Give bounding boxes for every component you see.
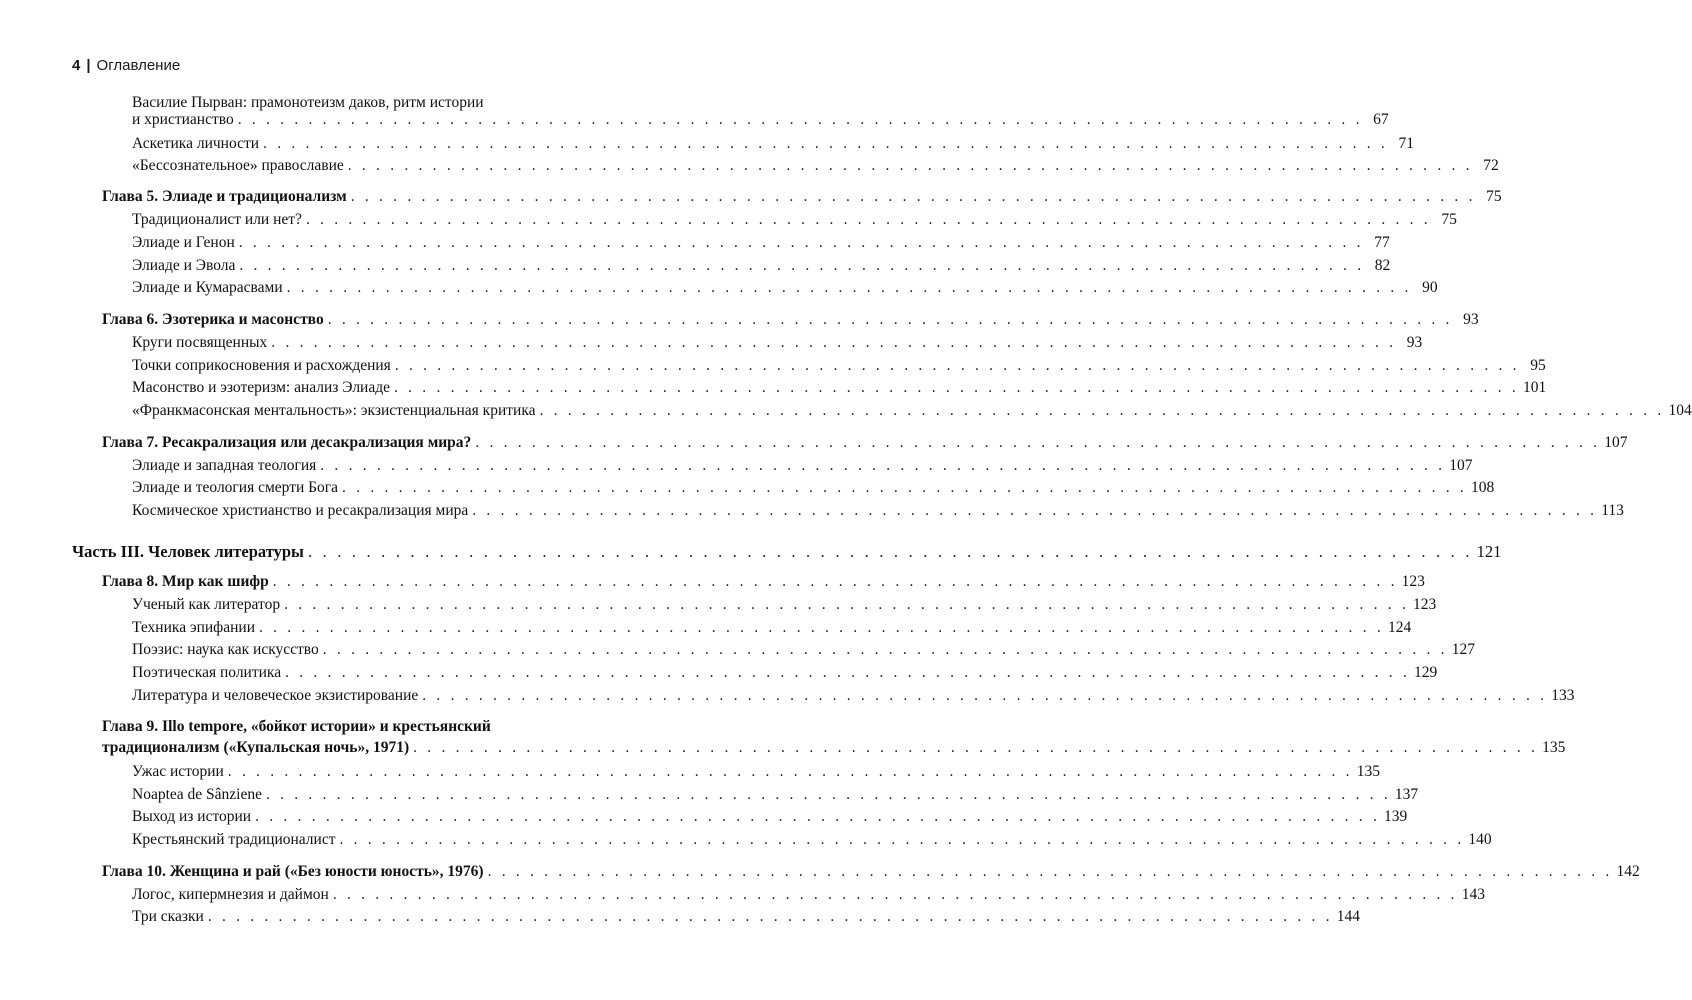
toc-leader: . . . . . . . . . . . . . . . . . . . . . . . . . . . . . . . . . . . . . . . . . . . . . . . . . . . . . . . . . . . . . . . . . . . . . . . . . . . . . . . . xyxy=(347,157,1473,174)
toc-entry-page: 143 xyxy=(1461,886,1485,903)
toc-leader: . . . . . . . . . . . . . . . . . . . . . . . . . . . . . . . . . . . . . . . . . . . . . . . . . . . . . . . . . . . . . . . . . . . . . . . . . . . . . . . . xyxy=(285,664,1411,681)
toc-entry[interactable] xyxy=(132,785,1419,805)
toc-chapter-title: Глава 5. Элиаде и традиционализм xyxy=(102,188,347,205)
toc-leader: . . . . . . . . . . . . . . . . . . . . . . . . . . . . . . . . . . . . . . . . . . . . . . . . . . . . . . . . . . . . . . . . . . . . . . . . . . . . . . . . xyxy=(539,402,1665,419)
toc-entry-page: 107 xyxy=(1449,457,1473,474)
toc-leader: . . . . . . . . . . . . . . . . . . . . . . . . . . . . . . . . . . . . . . . . . . . . . . . . . . . . . . . . . . . . . . . . . . . . . . . . . . . . . . . . xyxy=(271,334,1397,351)
toc-chapter-page: 135 xyxy=(1542,739,1566,756)
toc-entry-title: Элиаде и западная теология xyxy=(132,457,317,474)
toc-entry[interactable] xyxy=(132,156,1499,176)
toc-entry[interactable] xyxy=(132,378,1547,398)
toc-chapter-title: Глава 6. Эзотерика и масонство xyxy=(102,311,324,328)
toc-entry-title: Элиаде и Кумарасвами xyxy=(132,279,283,296)
toc-leader: . . . . . . . . . . . . . . . . . . . . . . . . . . . . . . . . . . . . . . . . . . . . . . . . . . . . . . . . . . . . . . . . . . . . . . . . . . . . . . . . xyxy=(284,596,1410,613)
toc-entry-title: «Франкмасонская ментальность»: экзистенциальная критика xyxy=(132,402,536,419)
toc-chapter[interactable] xyxy=(102,862,1640,882)
toc-entry[interactable] xyxy=(132,686,1575,706)
toc-entry[interactable] xyxy=(132,907,1360,927)
toc-entry-title: Точки соприкосновения и расхождения xyxy=(132,357,391,374)
toc-entry-title: Литература и человеческое экзистирование xyxy=(132,687,419,704)
toc-part[interactable] xyxy=(72,542,1502,562)
toc-chapter[interactable] xyxy=(102,187,1502,207)
toc-entry-title: Элиаде и Эвола xyxy=(132,257,236,274)
toc-entry[interactable] xyxy=(132,762,1380,782)
toc-chapter-line: Глава 9. Illo tempore, «бойкот истории» и крестьянский xyxy=(102,718,491,735)
toc-entry-page: 124 xyxy=(1387,619,1412,636)
toc-entry[interactable] xyxy=(132,256,1391,276)
toc-entry-title: Традиционалист или нет? xyxy=(132,211,302,228)
toc-entry[interactable] xyxy=(132,278,1438,298)
toc-leader: . . . . . . . . . . . . . . . . . . . . . . . . . . . . . . . . . . . . . . . . . . . . . . . . . . . . . . . . . . . . . . . . . . . . . . . . . . . . . . . . xyxy=(332,886,1458,903)
toc-entry[interactable] xyxy=(132,134,1414,154)
toc-entry-title: Космическое христианство и ресакрализация мира xyxy=(132,502,469,519)
toc-leader: . . . . . . . . . . . . . . . . . . . . . . . . . . . . . . . . . . . . . . . . . . . . . . . . . . . . . . . . . . . . . . . . . . . . . . . . . . . . . . . . xyxy=(327,311,1453,328)
toc-entry-page: 133 xyxy=(1551,687,1575,704)
toc-entry[interactable] xyxy=(132,830,1492,850)
toc-entry[interactable] xyxy=(132,333,1423,353)
toc-entry-title: Элиаде и теология смерти Бога xyxy=(132,479,339,496)
toc-entry-page: 101 xyxy=(1522,379,1547,396)
toc-entry-line: Василие Пырван: прамонотеизм даков, ритм истории xyxy=(132,94,484,111)
toc-leader: . . . . . . . . . . . . . . . . . . . . . . . . . . . . . . . . . . . . . . . . . . . . . . . . . . . . . . . . . . . . . . . . . . . . . . . . . . . . . . . . xyxy=(320,457,1446,474)
toc-leader: . . . . . . . . . . . . . . . . . . . . . . . . . . . . . . . . . . . . . . . . . . . . . . . . . . . . . . . . . . . . . . . . . . . . . . . . . . . . . . . . xyxy=(487,863,1613,880)
toc-chapter[interactable] xyxy=(102,433,1628,453)
toc-entry-title: Поэтическая политика xyxy=(132,664,282,681)
toc-entry[interactable] xyxy=(132,640,1475,660)
toc-entry[interactable] xyxy=(132,885,1485,905)
toc-entry[interactable] xyxy=(132,110,1389,130)
toc-entry-title: Круги посвященных xyxy=(132,334,268,351)
toc-chapter-page: 93 xyxy=(1463,311,1479,328)
toc-chapter-title: традиционализм («Купальская ночь», 1971) xyxy=(102,739,410,756)
toc-chapter[interactable] xyxy=(102,572,1425,592)
toc-entry[interactable] xyxy=(132,618,1412,638)
toc-chapter-page: 123 xyxy=(1401,573,1425,590)
toc-entry-page: 137 xyxy=(1394,786,1419,803)
toc-entry-title: и христианство xyxy=(132,111,234,128)
header-title: Оглавление xyxy=(96,57,181,74)
toc-entry-title: Поэзис: наука как искусство xyxy=(132,641,319,658)
toc-leader: . . . . . . . . . . . . . . . . . . . . . . . . . . . . . . . . . . . . . . . . . . . . . . . . . . . . . . . . . . . . . . . . . . . . . . . . . . . . . . . . xyxy=(237,111,1363,128)
toc-leader: . . . . . . . . . . . . . . . . . . . . . . . . . . . . . . . . . . . . . . . . . . . . . . . . . . . . . . . . . . . . . . . . . . . . . . . . . . . . . . . . xyxy=(322,641,1448,658)
toc-entry-title: Выход из истории xyxy=(132,808,252,825)
toc-entry-page: 71 xyxy=(1398,135,1414,152)
toc-entry[interactable] xyxy=(132,456,1473,476)
toc-chapter-page: 75 xyxy=(1486,188,1502,205)
toc-leader: . . . . . . . . . . . . . . . . . . . . . . . . . . . . . . . . . . . . . . . . . . . . . . . . . . . . . . . . . . . . . . . . . . . . . . . . . . . . . . . . xyxy=(307,542,1473,561)
toc-leader: . . . . . . . . . . . . . . . . . . . . . . . . . . . . . . . . . . . . . . . . . . . . . . . . . . . . . . . . . . . . . . . . . . . . . . . . . . . . . . . . xyxy=(239,257,1365,274)
toc-leader: . . . . . . . . . . . . . . . . . . . . . . . . . . . . . . . . . . . . . . . . . . . . . . . . . . . . . . . . . . . . . . . . . . . . . . . . . . . . . . . . xyxy=(227,763,1353,780)
toc-entry-title: Аскетика личности xyxy=(132,135,260,152)
toc-entry-title: Ученый как литератор xyxy=(132,596,281,613)
toc-entry-page: 123 xyxy=(1413,596,1437,613)
toc-entry[interactable] xyxy=(132,663,1438,683)
toc-leader: . . . . . . . . . . . . . . . . . . . . . . . . . . . . . . . . . . . . . . . . . . . . . . . . . . . . . . . . . . . . . . . . . . . . . . . . . . . . . . . . xyxy=(394,379,1519,396)
toc-entry-page: 108 xyxy=(1470,479,1495,496)
toc-entry-title: Noaptea de Sânziene xyxy=(132,786,262,803)
toc-entry-page: 127 xyxy=(1451,641,1475,658)
toc-entry-page: 139 xyxy=(1384,808,1408,825)
toc-leader: . . . . . . . . . . . . . . . . . . . . . . . . . . . . . . . . . . . . . . . . . . . . . . . . . . . . . . . . . . . . . . . . . . . . . . . . . . . . . . . . xyxy=(422,687,1548,704)
toc-entry[interactable] xyxy=(132,807,1408,827)
toc-entry-page: 144 xyxy=(1336,908,1360,925)
toc-entry-title: Логос, кипермнезия и даймон xyxy=(132,886,329,903)
toc-chapter[interactable] xyxy=(102,738,1566,758)
toc-entry-page: 140 xyxy=(1468,831,1492,848)
toc-entry-page: 93 xyxy=(1406,334,1423,351)
toc-leader: . . . . . . . . . . . . . . . . . . . . . . . . . . . . . . . . . . . . . . . . . . . . . . . . . . . . . . . . . . . . . . . . . . . . . . . . . . . . . . . . xyxy=(255,808,1381,825)
toc-part-title: Часть III. Человек литературы xyxy=(72,542,304,561)
toc-entry[interactable] xyxy=(132,401,1692,421)
toc-chapter-page: 142 xyxy=(1616,863,1640,880)
toc-chapter-title: Глава 8. Мир как шифр xyxy=(102,573,269,590)
toc-entry[interactable] xyxy=(132,356,1546,376)
toc-leader: . . . . . . . . . . . . . . . . . . . . . . . . . . . . . . . . . . . . . . . . . . . . . . . . . . . . . . . . . . . . . . . . . . . . . . . . . . . . . . . . xyxy=(286,279,1412,296)
toc-leader: . . . . . . . . . . . . . . . . . . . . . . . . . . . . . . . . . . . . . . . . . . . . . . . . . . . . . . . . . . . . . . . . . . . . . . . . . . . . . . . . xyxy=(272,573,1398,590)
toc-entry-page: 95 xyxy=(1530,357,1546,374)
toc-entry-page: 72 xyxy=(1483,157,1499,174)
toc-leader: . . . . . . . . . . . . . . . . . . . . . . . . . . . . . . . . . . . . . . . . . . . . . . . . . . . . . . . . . . . . . . . . . . . . . . . . . . . . . . . . xyxy=(259,619,1384,636)
toc-entry-page: 129 xyxy=(1414,664,1438,681)
page-number: 4 xyxy=(72,57,81,74)
toc-entry-page: 77 xyxy=(1374,234,1390,251)
running-header xyxy=(72,57,180,74)
toc-entry-title: Техника эпифании xyxy=(132,619,255,636)
toc-entry-title: Крестьянский традиционалист xyxy=(132,831,336,848)
toc-leader: . . . . . . . . . . . . . . . . . . . . . . . . . . . . . . . . . . . . . . . . . . . . . . . . . . . . . . . . . . . . . . . . . . . . . . . . . . . . . . . . xyxy=(263,135,1388,152)
toc-leader: . . . . . . . . . . . . . . . . . . . . . . . . . . . . . . . . . . . . . . . . . . . . . . . . . . . . . . . . . . . . . . . . . . . . . . . . . . . . . . . . xyxy=(238,234,1364,251)
toc-chapter-title: Глава 10. Женщина и рай («Без юности юность», 1976) xyxy=(102,863,484,880)
toc-leader: . . . . . . . . . . . . . . . . . . . . . . . . . . . . . . . . . . . . . . . . . . . . . . . . . . . . . . . . . . . . . . . . . . . . . . . . . . . . . . . . xyxy=(475,434,1601,451)
toc-entry[interactable] xyxy=(132,233,1390,253)
toc-entry[interactable] xyxy=(132,595,1437,615)
toc-leader: . . . . . . . . . . . . . . . . . . . . . . . . . . . . . . . . . . . . . . . . . . . . . . . . . . . . . . . . . . . . . . . . . . . . . . . . . . . . . . . . xyxy=(472,502,1598,519)
toc-entry-page: 67 xyxy=(1373,111,1389,128)
toc-chapter[interactable] xyxy=(102,310,1479,330)
toc-entry-page: 90 xyxy=(1422,279,1438,296)
toc-entry-title: Элиаде и Генон xyxy=(132,234,235,251)
toc-leader: . . . . . . . . . . . . . . . . . . . . . . . . . . . . . . . . . . . . . . . . . . . . . . . . . . . . . . . . . . . . . . . . . . . . . . . . . . . . . . . . xyxy=(339,831,1465,848)
toc-leader: . . . . . . . . . . . . . . . . . . . . . . . . . . . . . . . . . . . . . . . . . . . . . . . . . . . . . . . . . . . . . . . . . . . . . . . . . . . . . . . . xyxy=(265,786,1391,803)
toc-leader: . . . . . . . . . . . . . . . . . . . . . . . . . . . . . . . . . . . . . . . . . . . . . . . . . . . . . . . . . . . . . . . . . . . . . . . . . . . . . . . . xyxy=(342,479,1467,496)
toc-entry[interactable] xyxy=(132,501,1624,521)
toc-entry-title: Масонство и эзотеризм: анализ Элиаде xyxy=(132,379,390,396)
toc-entry-page: 135 xyxy=(1356,763,1380,780)
toc-leader: . . . . . . . . . . . . . . . . . . . . . . . . . . . . . . . . . . . . . . . . . . . . . . . . . . . . . . . . . . . . . . . . . . . . . . . . . . . . . . . . xyxy=(305,211,1431,228)
toc-entry-page: 104 xyxy=(1668,402,1692,419)
toc-leader: . . . . . . . . . . . . . . . . . . . . . . . . . . . . . . . . . . . . . . . . . . . . . . . . . . . . . . . . . . . . . . . . . . . . . . . . . . . . . . . . xyxy=(350,188,1476,205)
toc-entry-title: Ужас истории xyxy=(132,763,224,780)
toc-leader: . . . . . . . . . . . . . . . . . . . . . . . . . . . . . . . . . . . . . . . . . . . . . . . . . . . . . . . . . . . . . . . . . . . . . . . . . . . . . . . . xyxy=(413,739,1539,756)
toc-entry-title: «Бессознательное» православие xyxy=(132,157,344,174)
toc-leader: . . . . . . . . . . . . . . . . . . . . . . . . . . . . . . . . . . . . . . . . . . . . . . . . . . . . . . . . . . . . . . . . . . . . . . . . . . . . . . . . xyxy=(394,357,1520,374)
toc-entry-page: 113 xyxy=(1601,502,1624,519)
header-separator: | xyxy=(86,57,91,74)
toc-leader: . . . . . . . . . . . . . . . . . . . . . . . . . . . . . . . . . . . . . . . . . . . . . . . . . . . . . . . . . . . . . . . . . . . . . . . . . . . . . . . . xyxy=(207,908,1333,925)
toc-entry[interactable] xyxy=(132,210,1457,230)
toc-chapter-page: 107 xyxy=(1604,434,1628,451)
toc-entry-page: 82 xyxy=(1374,257,1391,274)
toc-part-page: 121 xyxy=(1476,542,1502,561)
toc-chapter-title: Глава 7. Ресакрализация или десакрализация мира? xyxy=(102,434,472,451)
toc-entry[interactable] xyxy=(132,478,1495,498)
toc-entry-page: 75 xyxy=(1441,211,1457,228)
toc-entry-title: Три сказки xyxy=(132,908,204,925)
